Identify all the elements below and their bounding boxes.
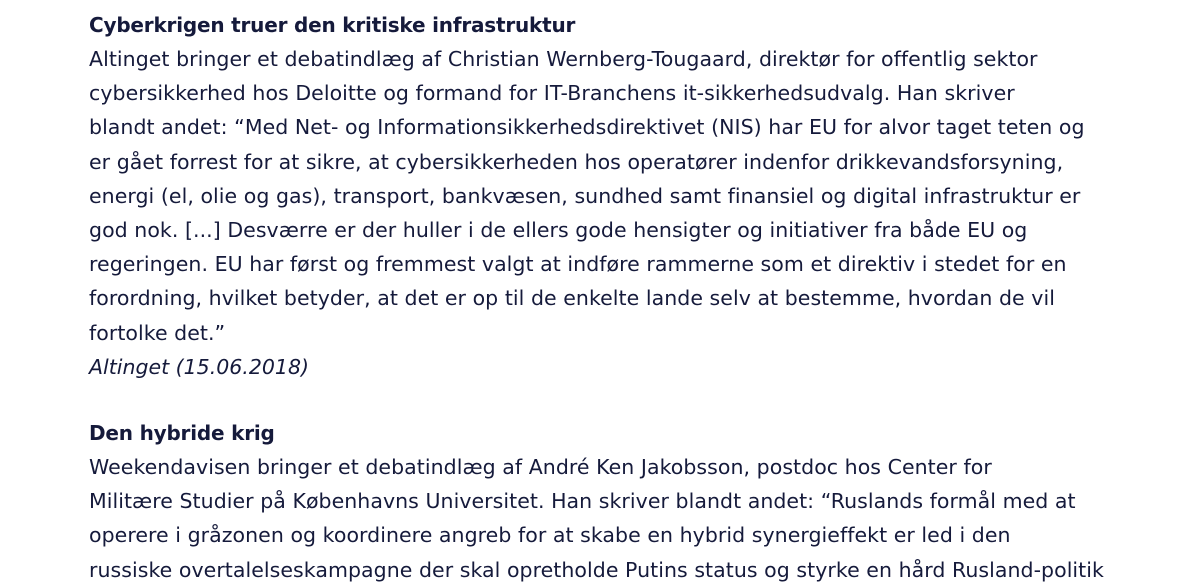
news-digest [89,8,1149,587]
article-hybride-krig [89,416,1149,587]
article-headline: Den hybride krig [89,421,275,446]
article-body [89,450,1149,587]
body-line: Weekendavisen bringer et debatindlæg af André Ken Jakobsson, postdoc hos Center for [89,455,992,480]
article-body [89,42,1149,350]
article-source: Altinget (15.06.2018) [89,354,309,379]
body-line: er gået forrest for at sikre, at cybersikkerheden hos operatører indenfor drikkevandsforsyning, [89,149,1064,174]
body-line: regeringen. EU har først og fremmest valgt at indføre rammerne som et direktiv i stedet for en [89,252,1067,277]
body-line: operere i gråzonen og koordinere angreb for at skabe en hybrid synergieffekt er led i den [89,523,1011,548]
body-line: forordning, hvilket betyder, at det er op til de enkelte lande selv at bestemme, hvordan de vil [89,286,1055,311]
body-line: energi (el, olie og gas), transport, bankvæsen, sundhed samt finansiel og digital infrastruktur er [89,183,1081,208]
body-line: fortolke det.” [89,320,226,345]
body-line: blandt andet: “Med Net- og Informationsikkerhedsdirektivet (NIS) har EU for alvor taget teten og [89,115,1085,140]
body-line: cybersikkerhed hos Deloitte og formand for IT-Branchens it-sikkerhedsudvalg. Han skriver [89,81,1015,106]
body-line: russiske overtalelseskampagne der skal opretholde Putins status og styrke en hård Rusland-politik [89,557,1104,582]
body-line: Militære Studier på Københavns Universitet. Han skriver blandt andet: “Ruslands formål med at [89,489,1076,514]
article-cyberkrigen [89,8,1149,384]
body-line: god nok. [...] Desværre er der huller i de ellers gode hensigter og initiativer fra både EU og [89,218,1028,243]
body-line: Altinget bringer et debatindlæg af Christian Wernberg-Tougaard, direktør for offentlig sektor [89,47,1038,71]
article-headline: Cyberkrigen truer den kritiske infrastruktur [89,13,576,37]
